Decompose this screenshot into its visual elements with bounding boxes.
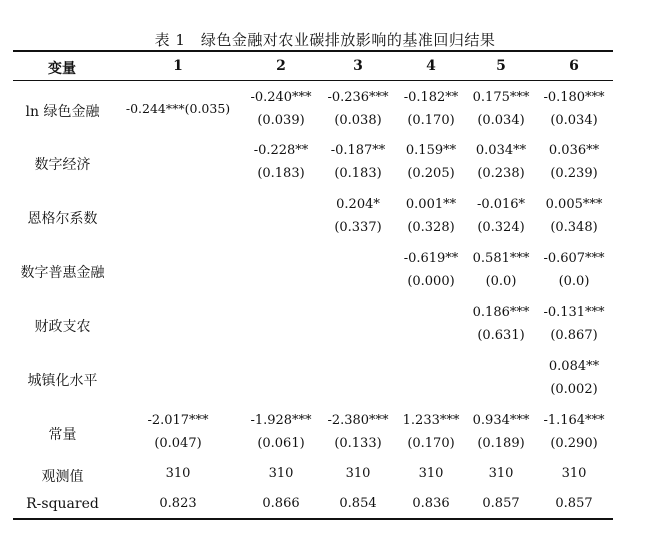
coef-cell: 1.233*** (402, 413, 460, 428)
bottom-rule (13, 518, 613, 520)
coef-cell: 0.175*** (472, 90, 530, 105)
coef-cell: 0.036** (548, 143, 600, 158)
se-cell: (0.189) (477, 436, 525, 451)
rsq-cell: 0.857 (482, 496, 520, 511)
coef-cell: -0.180*** (543, 90, 605, 105)
header-rule (13, 80, 613, 81)
se-cell: (0.205) (407, 166, 455, 181)
rsq-cell: 0.866 (262, 496, 300, 511)
coef-cell: 0.159** (405, 143, 457, 158)
obs-cell: 310 (165, 466, 191, 481)
row-label: 常量 (48, 427, 77, 443)
coef-cell: -0.240*** (250, 90, 312, 105)
se-cell: (0.867) (550, 328, 598, 343)
se-cell: (0.034) (477, 113, 525, 128)
se-cell: (0.337) (334, 220, 382, 235)
se-cell: (0.238) (477, 166, 525, 181)
coef-cell: -0.182** (403, 90, 459, 105)
se-cell: (0.002) (550, 382, 598, 397)
se-cell: (0.047) (154, 436, 202, 451)
obs-cell: 310 (268, 466, 294, 481)
header-variable: 变量 (48, 61, 76, 77)
coef-cell: 0.186*** (472, 305, 530, 320)
coef-cell: 0.934*** (472, 413, 530, 428)
rsq-label: R-squared (26, 496, 99, 512)
coef-cell: -0.131*** (543, 305, 605, 320)
rsq-cell: 0.857 (555, 496, 593, 511)
rsq-cell: 0.823 (159, 496, 197, 511)
coef-cell: 0.204* (336, 197, 380, 212)
row-label: 恩格尔系数 (27, 211, 98, 227)
obs-cell: 310 (345, 466, 371, 481)
row-label: 数字普惠金融 (20, 265, 105, 281)
obs-cell: 310 (418, 466, 444, 481)
se-cell: (0.0) (485, 274, 517, 289)
se-cell: (0.348) (550, 220, 598, 235)
row-label: 数字经济 (34, 157, 91, 173)
obs-cell: 310 (488, 466, 514, 481)
se-cell: (0.038) (334, 113, 382, 128)
se-cell: (0.039) (257, 113, 305, 128)
coef-cell: -2.017*** (147, 413, 209, 428)
coef-cell: 0.001** (405, 197, 457, 212)
top-rule (13, 50, 613, 52)
row-label: 财政支农 (34, 319, 91, 335)
coef-cell: -0.016* (476, 197, 526, 212)
se-cell: (0.631) (477, 328, 525, 343)
se-cell: (0.061) (257, 436, 305, 451)
se-cell: (0.170) (407, 113, 455, 128)
table-caption: 表 1 绿色金融对农业碳排放影响的基准回归结果 (154, 31, 496, 49)
coef-cell: -1.164*** (543, 413, 605, 428)
coef-cell: 0.084** (548, 359, 600, 374)
se-cell: (0.000) (407, 274, 455, 289)
coef-cell: -2.380*** (327, 413, 389, 428)
se-cell: (0.0) (558, 274, 590, 289)
row-label: 城镇化水平 (27, 373, 98, 389)
header-col-6: 6 (569, 58, 579, 74)
rsq-cell: 0.836 (412, 496, 450, 511)
se-cell: (0.239) (550, 166, 598, 181)
header-col-4: 4 (426, 58, 436, 74)
coef-cell: 0.581*** (472, 251, 530, 266)
coef-cell: -0.236*** (327, 90, 389, 105)
se-cell: (0.034) (550, 113, 598, 128)
se-cell: (0.290) (550, 436, 598, 451)
coef-cell: -0.228** (253, 143, 309, 158)
coef-cell: -0.244***(0.035) (125, 101, 231, 116)
se-cell: (0.170) (407, 436, 455, 451)
header-col-5: 5 (496, 58, 506, 74)
se-cell: (0.133) (334, 436, 382, 451)
obs-label: 观测值 (41, 469, 84, 485)
header-col-3: 3 (353, 58, 363, 74)
header-col-1: 1 (173, 58, 183, 74)
se-cell: (0.183) (334, 166, 382, 181)
obs-cell: 310 (561, 466, 587, 481)
se-cell: (0.328) (407, 220, 455, 235)
coef-cell: -0.187** (330, 143, 386, 158)
coef-cell: 0.005*** (545, 197, 603, 212)
se-cell: (0.324) (477, 220, 525, 235)
rsq-cell: 0.854 (339, 496, 377, 511)
row-label: ln 绿色金融 (25, 104, 100, 120)
coef-cell: -0.607*** (543, 251, 605, 266)
header-col-2: 2 (276, 58, 286, 74)
coef-cell: 0.034** (475, 143, 527, 158)
se-cell: (0.183) (257, 166, 305, 181)
coef-cell: -0.619** (403, 251, 459, 266)
coef-cell: -1.928*** (250, 413, 312, 428)
